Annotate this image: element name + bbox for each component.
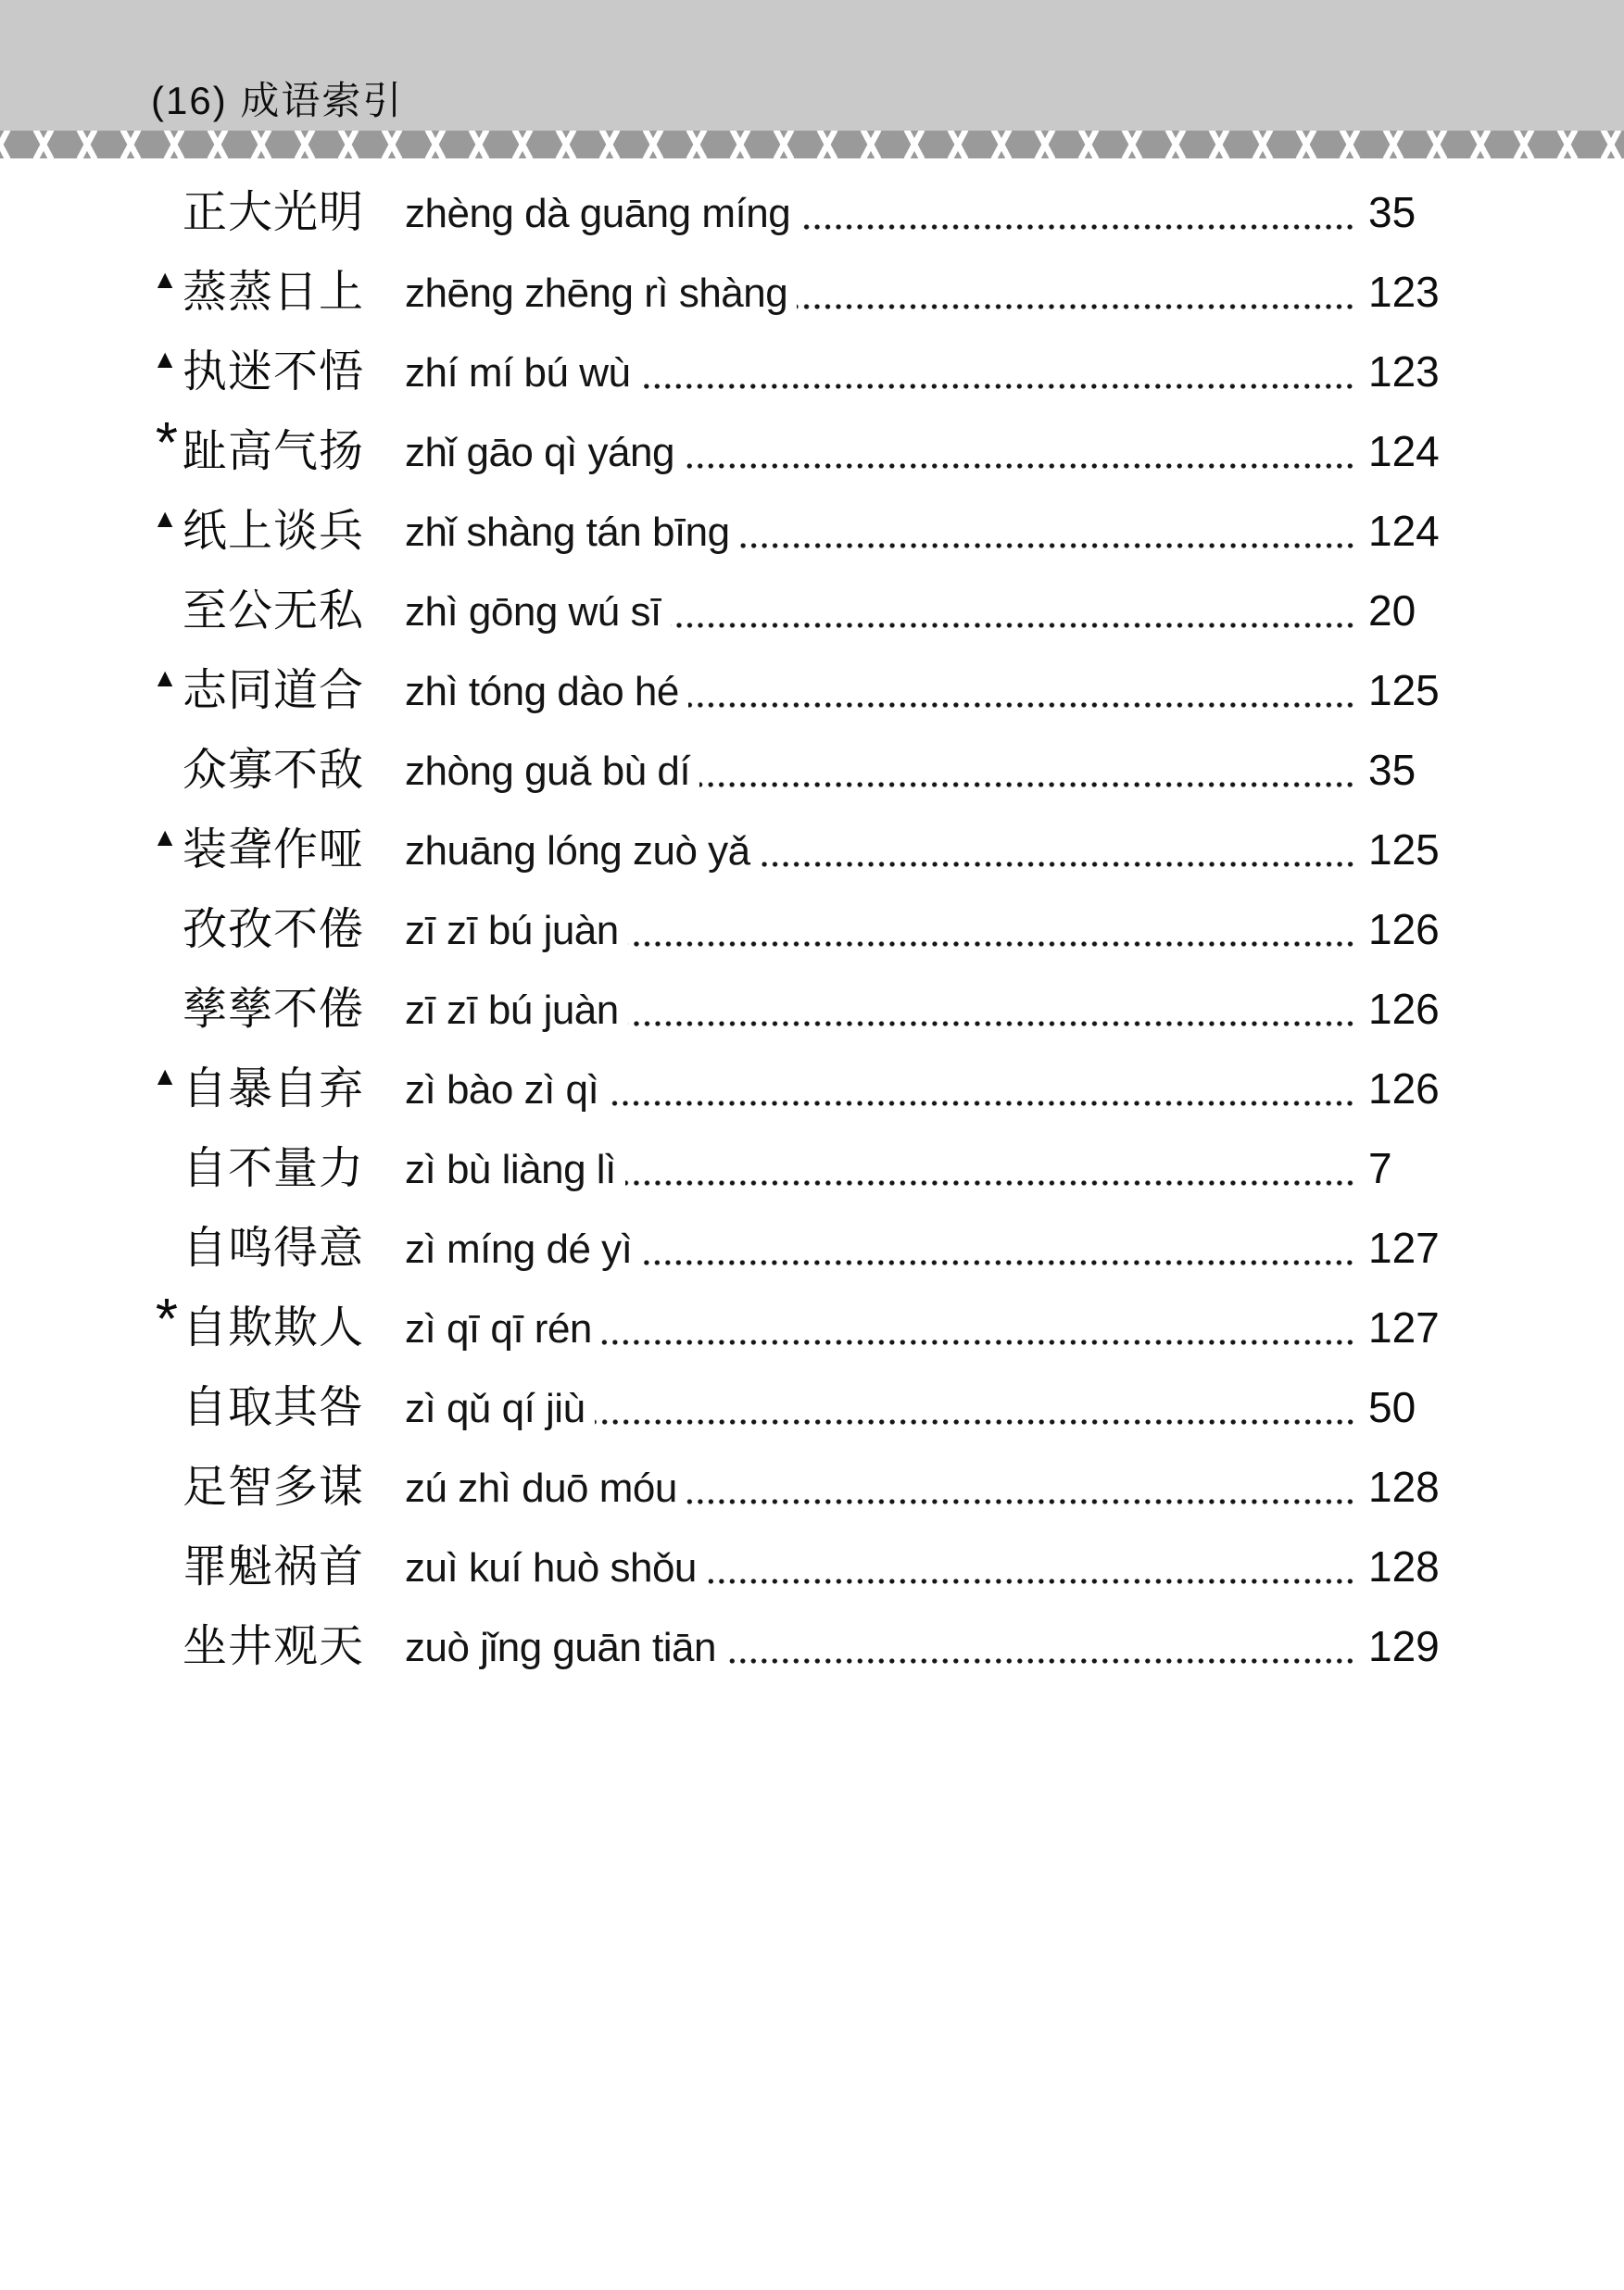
idiom-index-list bbox=[0, 172, 1624, 1686]
idiom-text: 孜孜不倦 bbox=[183, 905, 365, 954]
dot-leader bbox=[595, 1419, 1355, 1425]
page-number: 126 bbox=[1368, 905, 1440, 953]
pinyin-text: zī zī bú juàn bbox=[405, 988, 619, 1033]
idiom-text: 自欺欺人 bbox=[183, 1303, 365, 1353]
idiom-text: 坐井观天 bbox=[183, 1622, 365, 1671]
idiom-text: 装聋作哑 bbox=[183, 825, 365, 874]
entry-marker: ▲ bbox=[152, 265, 178, 294]
page-number: 124 bbox=[1368, 507, 1440, 555]
idiom-text: 正大光明 bbox=[183, 188, 365, 237]
index-entry-row bbox=[0, 172, 1624, 252]
dot-leader bbox=[799, 224, 1355, 230]
idiom-text: 孳孳不倦 bbox=[183, 985, 365, 1034]
dot-leader bbox=[688, 702, 1355, 708]
index-entry-row bbox=[0, 650, 1624, 730]
pinyin-text: zì qǔ qí jiù bbox=[405, 1386, 585, 1431]
index-entry-row bbox=[0, 1128, 1624, 1208]
index-entry-row bbox=[0, 571, 1624, 650]
pinyin-text: zhèng dà guāng míng bbox=[405, 191, 791, 236]
index-entry-row bbox=[0, 1288, 1624, 1367]
dot-leader bbox=[684, 463, 1355, 469]
entry-marker: ▲ bbox=[152, 504, 178, 533]
page-title: (16) 成语索引 bbox=[151, 79, 404, 122]
dot-leader bbox=[639, 384, 1355, 389]
dot-leader bbox=[671, 623, 1355, 628]
page-header bbox=[0, 0, 1624, 131]
idiom-text: 罪魁祸首 bbox=[183, 1542, 365, 1592]
index-entry-row bbox=[0, 889, 1624, 969]
pinyin-text: zì bào zì qì bbox=[405, 1067, 599, 1113]
dot-leader bbox=[608, 1101, 1355, 1106]
entry-marker: ▲ bbox=[152, 345, 178, 373]
idiom-text: 众寡不敌 bbox=[183, 746, 365, 795]
entry-marker: * bbox=[155, 411, 178, 475]
idiom-text: 纸上谈兵 bbox=[183, 507, 365, 556]
idiom-text: 趾高气扬 bbox=[183, 427, 365, 476]
entry-marker: ▲ bbox=[152, 663, 178, 692]
index-entry-row bbox=[0, 1447, 1624, 1527]
index-entry-row bbox=[0, 491, 1624, 571]
page-number: 129 bbox=[1368, 1622, 1440, 1670]
entry-marker: ▲ bbox=[152, 823, 178, 851]
page-number: 35 bbox=[1368, 746, 1416, 794]
index-entry-row bbox=[0, 810, 1624, 889]
page-number: 50 bbox=[1368, 1383, 1416, 1431]
idiom-text: 自取其咎 bbox=[183, 1383, 365, 1432]
pinyin-text: zhēng zhēng rì shàng bbox=[405, 271, 788, 316]
pinyin-text: zì míng dé yì bbox=[405, 1227, 633, 1272]
page-number: 126 bbox=[1368, 985, 1440, 1033]
idiom-text: 至公无私 bbox=[183, 586, 365, 635]
idiom-text: 蒸蒸日上 bbox=[183, 268, 365, 317]
dot-leader bbox=[628, 1021, 1355, 1026]
entry-marker: ▲ bbox=[152, 1062, 178, 1090]
index-entry-row bbox=[0, 252, 1624, 332]
dot-leader bbox=[628, 941, 1355, 947]
index-entry-row bbox=[0, 1527, 1624, 1606]
page-number: 126 bbox=[1368, 1064, 1440, 1113]
page-number: 124 bbox=[1368, 427, 1440, 475]
page-number: 125 bbox=[1368, 825, 1440, 874]
pinyin-text: zuì kuí huò shǒu bbox=[405, 1545, 697, 1591]
idiom-text: 自不量力 bbox=[183, 1144, 365, 1193]
pinyin-text: zhì tóng dào hé bbox=[405, 669, 679, 714]
index-entry-row bbox=[0, 969, 1624, 1049]
page-number: 7 bbox=[1368, 1144, 1392, 1192]
dot-leader bbox=[641, 1260, 1355, 1265]
pinyin-text: zhòng guǎ bù dí bbox=[405, 749, 691, 794]
pinyin-text: zuò jǐng guān tiān bbox=[405, 1625, 716, 1670]
page-number: 125 bbox=[1368, 666, 1440, 714]
page-number: 127 bbox=[1368, 1224, 1440, 1272]
page-number: 123 bbox=[1368, 347, 1440, 396]
idiom-text: 自暴自弃 bbox=[183, 1064, 365, 1114]
pinyin-text: zhì gōng wú sī bbox=[405, 589, 661, 635]
page-number: 123 bbox=[1368, 268, 1440, 316]
dot-leader bbox=[706, 1579, 1355, 1584]
page-number: 20 bbox=[1368, 586, 1416, 635]
dot-leader bbox=[699, 782, 1355, 787]
index-entry-row bbox=[0, 1208, 1624, 1288]
dot-leader bbox=[686, 1499, 1355, 1504]
idiom-text: 足智多谋 bbox=[183, 1463, 365, 1512]
page-number: 127 bbox=[1368, 1303, 1440, 1352]
index-entry-row bbox=[0, 730, 1624, 810]
pinyin-text: zhí mí bú wù bbox=[405, 350, 631, 396]
dot-leader bbox=[625, 1180, 1355, 1186]
index-entry-row bbox=[0, 1049, 1624, 1128]
decorative-lattice-border bbox=[0, 131, 1624, 161]
pinyin-text: zī zī bú juàn bbox=[405, 908, 619, 953]
dot-leader bbox=[725, 1658, 1355, 1664]
dot-leader bbox=[601, 1340, 1355, 1345]
page-number: 128 bbox=[1368, 1463, 1440, 1511]
pinyin-text: zhǐ gāo qì yáng bbox=[405, 430, 674, 475]
idiom-text: 执迷不悟 bbox=[183, 347, 365, 396]
index-entry-row bbox=[0, 1606, 1624, 1686]
index-entry-row bbox=[0, 411, 1624, 491]
pinyin-text: zì bù liàng lì bbox=[405, 1147, 616, 1192]
index-entry-row bbox=[0, 1367, 1624, 1447]
entry-marker: * bbox=[155, 1288, 178, 1352]
dot-leader bbox=[760, 862, 1355, 867]
pinyin-text: zì qī qī rén bbox=[405, 1306, 592, 1352]
pinyin-text: zhuāng lóng zuò yǎ bbox=[405, 828, 750, 874]
page-number: 35 bbox=[1368, 188, 1416, 236]
idiom-text: 志同道合 bbox=[183, 666, 365, 715]
page-number: 128 bbox=[1368, 1542, 1440, 1591]
pinyin-text: zhǐ shàng tán bīng bbox=[405, 510, 730, 555]
dot-leader bbox=[797, 304, 1355, 309]
pinyin-text: zú zhì duō móu bbox=[405, 1466, 677, 1511]
dot-leader bbox=[739, 543, 1355, 548]
idiom-text: 自鸣得意 bbox=[183, 1224, 365, 1273]
index-entry-row bbox=[0, 332, 1624, 411]
